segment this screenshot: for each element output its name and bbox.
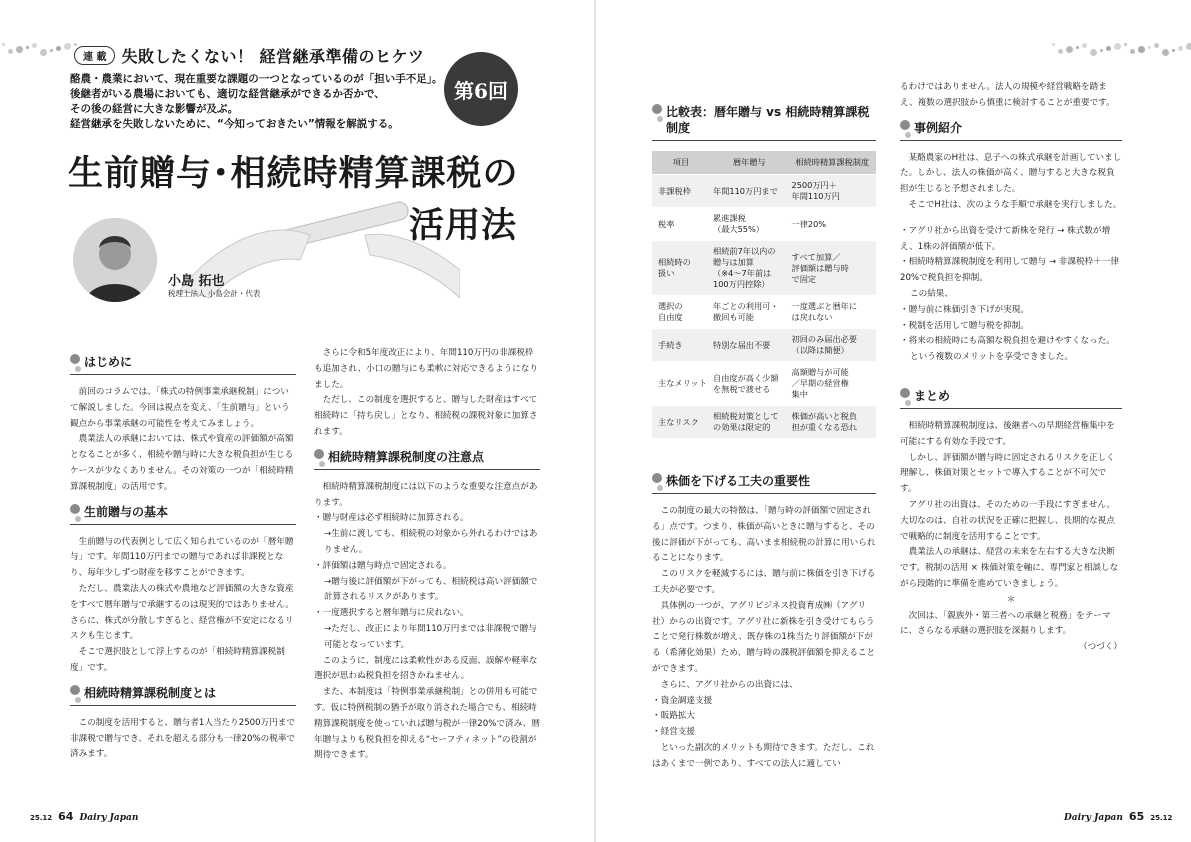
column-1 bbox=[70, 346, 296, 763]
author-photo bbox=[73, 218, 157, 302]
table-cell: 主なリスク bbox=[652, 406, 710, 439]
list-subitem: →生前に渡しても、相続税の対象から外れるわけではありません。 bbox=[324, 529, 538, 555]
paragraph: ただし、農業法人の株式や農地など評価額の大きな資産をすべて暦年贈与で承継するのは現実的ではありません。さらに、株式が分散しすぎると、経営権が不安定になるリスクも生じます。 bbox=[70, 583, 294, 642]
table-cell: 2500万円＋ 年間110万円 bbox=[789, 175, 877, 208]
paragraph: この制度を活用すると、贈与者1人当たり2500万円まで非課税で贈与でき、それを超える部分も一律20%の税率で済みます。 bbox=[70, 717, 296, 760]
dotted-band-left bbox=[0, 36, 80, 62]
decorative-dot bbox=[1066, 46, 1073, 53]
paragraph: このように、制度には柔軟性がある反面、誤解や軽率な選択が思わぬ税負担を招きかねません。 bbox=[314, 655, 538, 682]
section-heading: 相続時精算課税制度とは bbox=[70, 685, 296, 706]
table-header: 暦年贈与 bbox=[710, 151, 789, 175]
issue-number: 25.12 bbox=[1150, 814, 1173, 822]
table-cell: 年ごとの利用可・ 撤回も可能 bbox=[710, 296, 789, 329]
decorative-dot bbox=[1076, 46, 1079, 49]
column-4 bbox=[900, 80, 1122, 656]
left-page bbox=[0, 0, 595, 842]
paragraph: 前回のコラムでは、「株式の特例事業承継税制」について解説しました。今回は視点を変え、「生前贈与」という観点から事業承継の可能性を考えてみましょう。 bbox=[70, 387, 290, 429]
table-cell: 税率 bbox=[652, 208, 710, 241]
intro-text bbox=[70, 72, 443, 132]
table-row bbox=[652, 175, 876, 208]
decorative-dot bbox=[1114, 43, 1121, 50]
table-cell: 特別な届出不要 bbox=[710, 329, 789, 362]
table-cell: 自由度が高く少額 を無税で渡せる bbox=[710, 362, 789, 406]
column-3 bbox=[652, 96, 876, 773]
section-heading: 相続時精算課税制度の注意点 bbox=[314, 449, 540, 470]
decorative-dot bbox=[56, 46, 61, 51]
table-cell: 主なメリット bbox=[652, 362, 710, 406]
footer-right bbox=[1064, 810, 1172, 823]
table-cell: 初回のみ届出必要 （以降は簡便） bbox=[789, 329, 877, 362]
decorative-dot bbox=[1090, 49, 1097, 56]
table-cell: 非課税枠 bbox=[652, 175, 710, 208]
table-row bbox=[652, 296, 876, 329]
paragraph: また、本制度は「特例事業承継税制」との併用も可能です。仮に特例税制の猶予が取り消された場合でも、相続時精算課税制度を使っていれば贈与税が一律20%で済み、暦年贈与よりも税負担を抑える“セーフティネット”の役割が期待できます。 bbox=[314, 687, 540, 761]
decorative-dot bbox=[1162, 49, 1169, 56]
section-divider: ＊ bbox=[1006, 594, 1016, 605]
table-header: 相続時精算課税制度 bbox=[789, 151, 877, 175]
list-item: という複数のメリットを享受できました。 bbox=[910, 352, 1073, 363]
decorative-dot bbox=[1124, 43, 1127, 46]
list-item: ・資金調達支援 bbox=[652, 695, 713, 706]
magazine-logo: Dairy Japan bbox=[1064, 813, 1123, 823]
paragraph: 具体例の一つが、アグリビジネス投資育成㈱（アグリ社）からの出資です。アグリ社に新株を引き受けてもらうことで発行株数が増え、既存株の1株当たり評価額が下がる（希薄化効果）ため、贈与時の課税評価額を抑えることができます。 bbox=[652, 600, 876, 674]
table-body bbox=[652, 175, 876, 439]
paragraph: そこでH社は、次のような手順で承継を実行しました。 bbox=[908, 199, 1122, 210]
decorative-dot bbox=[1052, 43, 1055, 46]
paragraph: 相続時精算課税制度は、後継者への早期経営権集中を可能にする有効な手段です。 bbox=[900, 420, 1115, 447]
table-cell: 年間110万円まで bbox=[710, 175, 789, 208]
decorative-dot bbox=[1154, 43, 1159, 48]
table-cell: 手続き bbox=[652, 329, 710, 362]
table-row bbox=[652, 362, 876, 406]
comparison-table bbox=[652, 151, 876, 439]
footer-left bbox=[30, 810, 138, 823]
paragraph: といった副次的メリットも期待できます。ただし、これはあくまで一例であり、すべての法人に適してい bbox=[652, 742, 875, 769]
issue-number: 25.12 bbox=[30, 814, 53, 822]
decorative-dot bbox=[1148, 46, 1151, 49]
paragraph: さらに、アグリ社からの出資には、 bbox=[660, 679, 798, 690]
table-cell: 相続時の 扱い bbox=[652, 241, 710, 296]
paragraph: 生前贈与の代表例として広く知られているのが「暦年贈与」です。年間110万円までの贈与であれば非課税となり、毎年少しずつ財産を移すことができます。 bbox=[70, 536, 294, 579]
section-heading: 事例紹介 bbox=[900, 120, 1122, 141]
page-number: 64 bbox=[58, 810, 74, 823]
author-name: 小島 拓也 bbox=[168, 274, 225, 289]
table-cell: 相続前7年以内の 贈与は加算 （※4〜7年前は 100万円控除） bbox=[710, 241, 789, 296]
table-cell: 高額贈与が可能 ／早期の経営権 集中 bbox=[789, 362, 877, 406]
title-line-2: 活用法 bbox=[409, 205, 518, 246]
decorative-dot bbox=[64, 43, 71, 50]
decorative-dot bbox=[1130, 49, 1135, 54]
table-cell: 一律20% bbox=[789, 208, 877, 241]
series-title: 失敗したくない！ 経営継承準備のヒケツ bbox=[121, 47, 425, 66]
list-item: ・アグリ社から出資を受けて新株を発行 → 株式数が増え、1株の評価額が低下。 bbox=[900, 225, 1111, 252]
intro-line: 後継者がいる農場においても、適切な経営継承ができるか否かで、 bbox=[70, 88, 385, 100]
list-item: ・経営支援 bbox=[652, 727, 695, 738]
list-item: この結果、 bbox=[910, 288, 953, 299]
decorative-dot bbox=[1082, 43, 1087, 48]
title-line-1: 生前贈与･相続時精算課税の bbox=[68, 153, 519, 194]
series-header bbox=[74, 44, 424, 67]
intro-line: 酪農・農業において、現在重要な課題の一つとなっているのが「担い手不足」。 bbox=[70, 73, 443, 85]
table-row bbox=[652, 241, 876, 296]
section-heading: 生前贈与の基本 bbox=[70, 504, 296, 525]
paragraph: 相続時精算課税制度には以下のような重要な注意点があります。 bbox=[314, 481, 538, 508]
decorative-dot bbox=[1186, 43, 1191, 50]
list-subitem: →ただし、改正により年間110万円までは非課税で贈与可能となっています。 bbox=[324, 623, 537, 650]
section-heading: 比較表：暦年贈与 vs 相続時精算課税制度 bbox=[652, 104, 876, 141]
paragraph: 某酪農家のH社は、息子への株式承継を計画していました。しかし、法人の株価が高く、贈与すると大きな税負担が生じると予想されました。 bbox=[900, 152, 1122, 195]
intro-line: その後の経営に大きな影響が及ぶ。 bbox=[70, 103, 239, 115]
decorative-dot bbox=[1106, 46, 1111, 51]
table-header: 項目 bbox=[652, 151, 710, 175]
decorative-dot bbox=[1172, 49, 1175, 52]
table-cell: 選択の 自由度 bbox=[652, 296, 710, 329]
decorative-dot bbox=[2, 43, 5, 46]
right-page bbox=[596, 0, 1191, 842]
table-cell: 株価が高いと税負 担が重くなる恐れ bbox=[789, 406, 877, 439]
list-item: ・一度選択すると暦年贈与に戻れない。 bbox=[314, 608, 469, 619]
section-heading: はじめに bbox=[70, 354, 296, 375]
author-affiliation: 税理士法人 小島会計・代表 bbox=[168, 289, 261, 298]
decorative-dot bbox=[1178, 46, 1183, 51]
round-badge: 第6回 bbox=[444, 52, 518, 126]
paragraph: しかし、評価額が贈与時に固定されるリスクを正しく理解し、株価対策とセットで導入することが不可欠です。 bbox=[900, 452, 1115, 495]
list-item: ・税制を活用して贈与税を抑制。 bbox=[900, 320, 1029, 331]
list-item: ・贈与財産は必ず相続時に加算される。 bbox=[314, 513, 469, 524]
series-badge: 連 載 bbox=[74, 46, 115, 65]
list-item: ・贈与前に株価引き下げが実現。 bbox=[900, 304, 1029, 315]
table-cell: すべて加算／ 評価額は贈与時 で固定 bbox=[789, 241, 877, 296]
paragraph: アグリ社の出資は、そのための一手段にすぎません。大切なのは、自社の状況を正確に把握し、長期的な視点で戦略的に制度を活用することです。 bbox=[900, 499, 1116, 542]
column-2 bbox=[314, 346, 540, 764]
paragraph: るわけではありません。法人の規模や経営戦略を踏まえ、複数の選択肢から慎重に検討することが重要です。 bbox=[900, 82, 1115, 108]
paragraph: そこで選択肢として浮上するのが「相続時精算課税制度」です。 bbox=[70, 647, 285, 673]
decorative-dot bbox=[32, 43, 37, 48]
continued-mark: （つづく） bbox=[1079, 642, 1122, 653]
table-row bbox=[652, 329, 876, 362]
table-cell: 累進課税 （最大55%） bbox=[710, 208, 789, 241]
decorative-dot bbox=[1058, 49, 1063, 54]
decorative-dot bbox=[40, 49, 47, 56]
dotted-band-right bbox=[1050, 36, 1191, 62]
decorative-dot bbox=[16, 46, 23, 53]
paragraph: ただし、この制度を選択すると、贈与した財産はすべて相続時に「持ち戻し」となり、相続税の課税対象に加算されます。 bbox=[314, 395, 538, 437]
decorative-dot bbox=[50, 49, 53, 52]
table-header-row bbox=[652, 151, 876, 175]
paragraph: 農業法人の承継においては、株式や資産の評価額が高額となることが多く、相続や贈与時に大きな税負担が生じるケースが少なくありません。その対策の一つが「相続時精算課税制度」の活用です。 bbox=[70, 434, 294, 492]
decorative-dot bbox=[1100, 49, 1103, 52]
decorative-dot bbox=[26, 46, 29, 49]
table-row bbox=[652, 208, 876, 241]
page-number: 65 bbox=[1128, 810, 1145, 823]
paragraph: この制度の最大の特徴は、「贈与時の評価額で固定される」点です。つまり、株価が高いときに贈与すると、その後に評価が下がっても、高いまま相続税の計算に用いられることになります。 bbox=[652, 506, 876, 564]
magazine-logo: Dairy Japan bbox=[79, 813, 139, 823]
list-item: ・販路拡大 bbox=[652, 711, 695, 722]
list-subitem: →贈与後に評価額が下がっても、相続税は高い評価額で計算されるリスクがあります。 bbox=[324, 576, 538, 603]
section-heading: 株価を下げる工夫の重要性 bbox=[652, 473, 876, 494]
table-cell: 一度選ぶと暦年に は戻れない bbox=[789, 296, 877, 329]
decorative-dot bbox=[8, 49, 13, 54]
table-cell: 相続税対策として の効果は限定的 bbox=[710, 406, 789, 439]
paragraph: 農業法人の承継は、経営の未来を左右する大きな決断です。税制の活用 × 株価対策を軸に、専門家と相談しながら段階的に準備を進めていきましょう。 bbox=[900, 547, 1119, 589]
list-item: ・評価額は贈与時点で固定される。 bbox=[314, 560, 452, 571]
paragraph: このリスクを軽減するには、贈与前に株価を引き下げる工夫が必要です。 bbox=[652, 569, 876, 595]
table-row bbox=[652, 406, 876, 439]
decorative-dot bbox=[1138, 46, 1145, 53]
section-heading: まとめ bbox=[900, 388, 1122, 409]
intro-line: 経営継承を失敗しないために、“今知っておきたい”情報を解説する。 bbox=[70, 118, 399, 130]
paragraph: さらに令和5年度改正により、年間110万円の非課税枠も追加され、小口の贈与にも柔軟に対応できるようになりました。 bbox=[314, 348, 538, 390]
paragraph: 次回は、「親族外・第三者への承継と税務」をテーマに、さらなる承継の選択肢を深掘りします。 bbox=[900, 610, 1111, 637]
list-item: ・将来の相続時にも高額な税負担を避けやすくなった。 bbox=[900, 336, 1115, 347]
list-item: ・相続時精算課税制度を利用して贈与 → 非課税枠＋一律20%で税負担を抑制。 bbox=[900, 257, 1119, 284]
